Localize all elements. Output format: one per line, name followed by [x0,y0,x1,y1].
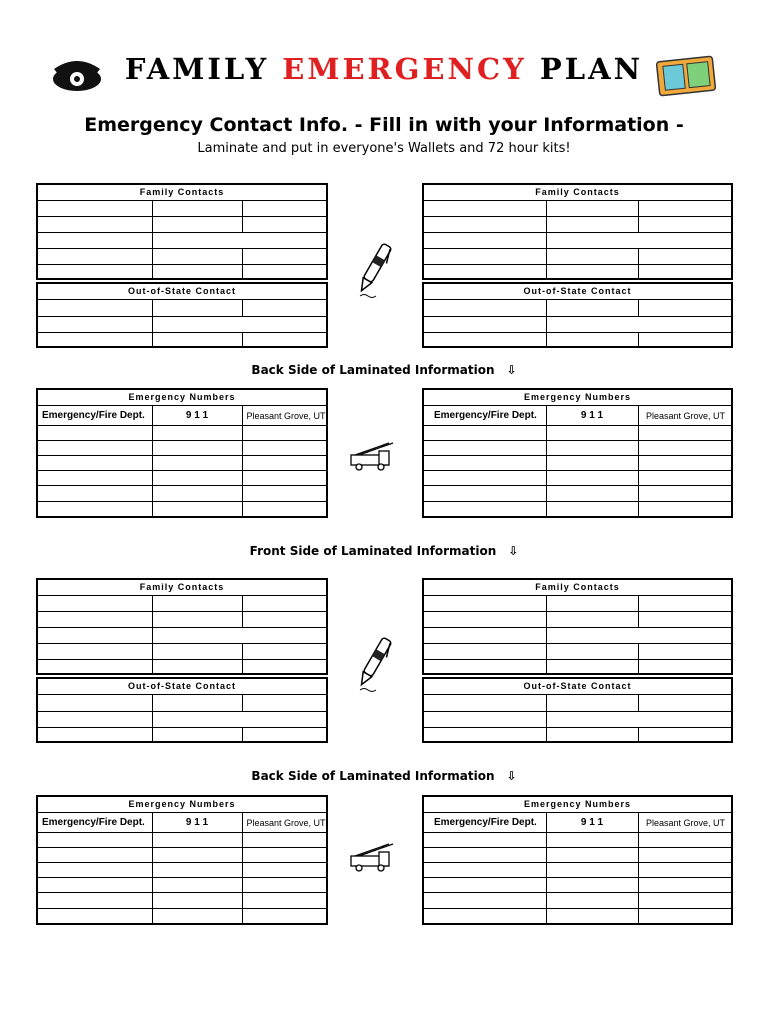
table-row[interactable] [424,644,731,660]
table-header: Emergency Numbers [38,797,326,813]
section-text: Back Side of Laminated Information [251,363,495,377]
fire-truck-icon [349,842,395,872]
family-contacts-table-right-1 [422,183,733,280]
emergency-location: Pleasant Grove, UT [246,817,326,828]
table-row[interactable] [38,813,326,833]
table-header: Family Contacts [424,580,731,596]
table-row[interactable] [38,265,326,280]
table-header: Emergency Numbers [424,797,731,813]
table-row[interactable] [424,233,731,249]
table-row[interactable] [424,426,731,441]
table-row[interactable] [424,486,731,502]
pen-icon [354,632,394,694]
table-row[interactable] [38,596,326,612]
subtitle: Emergency Contact Info. - Fill in with your Information - [84,114,684,136]
emergency-label: Emergency/Fire Dept. [434,410,537,421]
table-row[interactable] [38,660,326,675]
emergency-numbers-table-left-1 [36,388,328,518]
family-contacts-table-left-2 [36,578,328,675]
table-header: Family Contacts [38,580,326,596]
page-title [0,52,768,86]
out-of-state-table-right-1 [422,282,733,348]
title-part3: PLAN [526,52,644,86]
down-arrow-icon: ⇩ [506,363,517,377]
table-row[interactable] [38,441,326,456]
table-row[interactable] [38,712,326,728]
table-header: Emergency Numbers [38,390,326,406]
table-row[interactable] [424,628,731,644]
section-label-back-2 [0,769,768,783]
instruction-line: Laminate and put in everyone's Wallets and 72 hour kits! [197,141,571,156]
section-label-front-2 [0,544,768,558]
title-part1: FAMILY [124,52,283,86]
down-arrow-icon: ⇩ [508,544,519,558]
emergency-number: 9 1 1 [580,410,604,421]
pen-icon [354,238,394,300]
table-row[interactable] [424,333,731,348]
table-row[interactable] [424,300,731,317]
table-row[interactable] [38,502,326,517]
table-row[interactable] [38,486,326,502]
table-row[interactable] [424,833,731,848]
table-row[interactable] [424,848,731,863]
table-row[interactable] [38,317,326,333]
table-row[interactable] [38,406,326,426]
table-row[interactable] [424,893,731,909]
emergency-number: 9 1 1 [185,410,209,421]
table-row[interactable] [38,863,326,878]
table-row[interactable] [424,317,731,333]
emergency-label: Emergency/Fire Dept. [42,817,145,828]
emergency-label: Emergency/Fire Dept. [434,817,537,828]
table-row[interactable] [38,426,326,441]
emergency-number: 9 1 1 [580,817,604,828]
section-text: Back Side of Laminated Information [251,769,495,783]
table-row[interactable] [424,660,731,675]
out-of-state-table-left-2 [36,677,328,743]
table-header: Family Contacts [424,185,731,201]
table-row[interactable] [38,612,326,628]
table-row[interactable] [424,728,731,743]
table-row[interactable] [38,300,326,317]
table-row[interactable] [38,217,326,233]
table-header: Out-of-State Contact [424,284,731,300]
table-row[interactable] [38,249,326,265]
table-row[interactable] [424,471,731,486]
table-row[interactable] [424,909,731,924]
table-row[interactable] [424,406,731,426]
table-row[interactable] [424,456,731,471]
family-contacts-table-right-2 [422,578,733,675]
table-row[interactable] [424,612,731,628]
table-row[interactable] [38,471,326,486]
emergency-label: Emergency/Fire Dept. [42,410,145,421]
emergency-location: Pleasant Grove, UT [645,410,726,421]
emergency-numbers-table-right-2 [422,795,733,925]
table-row[interactable] [424,217,731,233]
table-row[interactable] [38,728,326,743]
emergency-numbers-table-left-2 [36,795,328,925]
emergency-location: Pleasant Grove, UT [645,817,726,828]
table-row[interactable] [38,878,326,893]
table-header: Out-of-State Contact [424,679,731,695]
table-row[interactable] [424,712,731,728]
table-row[interactable] [424,813,731,833]
emergency-location: Pleasant Grove, UT [246,410,326,421]
table-row[interactable] [38,456,326,471]
table-row[interactable] [424,596,731,612]
table-row[interactable] [424,502,731,517]
emergency-numbers-table-right-1 [422,388,733,518]
wallet-icon [655,53,717,97]
fire-truck-icon [349,441,395,471]
section-text: Front Side of Laminated Information [249,544,497,558]
table-header: Family Contacts [38,185,326,201]
table-row[interactable] [38,695,326,712]
table-row[interactable] [424,201,731,217]
family-contacts-table-left-1 [36,183,328,280]
section-label-back-1 [0,363,768,377]
table-row[interactable] [38,644,326,660]
table-row[interactable] [38,848,326,863]
out-of-state-table-left-1 [36,282,328,348]
table-row[interactable] [38,201,326,217]
table-row[interactable] [38,833,326,848]
title-emphasis: EMERGENCY [282,52,527,86]
table-row[interactable] [424,265,731,280]
table-row[interactable] [38,893,326,909]
table-row[interactable] [424,249,731,265]
table-row[interactable] [424,878,731,893]
table-row[interactable] [424,863,731,878]
emergency-number: 9 1 1 [185,817,209,828]
table-row[interactable] [38,909,326,924]
table-header: Out-of-State Contact [38,284,326,300]
down-arrow-icon: ⇩ [506,769,517,783]
table-row[interactable] [424,441,731,456]
table-row[interactable] [424,695,731,712]
table-row[interactable] [38,333,326,348]
table-row[interactable] [38,628,326,644]
table-header: Out-of-State Contact [38,679,326,695]
table-header: Emergency Numbers [424,390,731,406]
out-of-state-table-right-2 [422,677,733,743]
table-row[interactable] [38,233,326,249]
